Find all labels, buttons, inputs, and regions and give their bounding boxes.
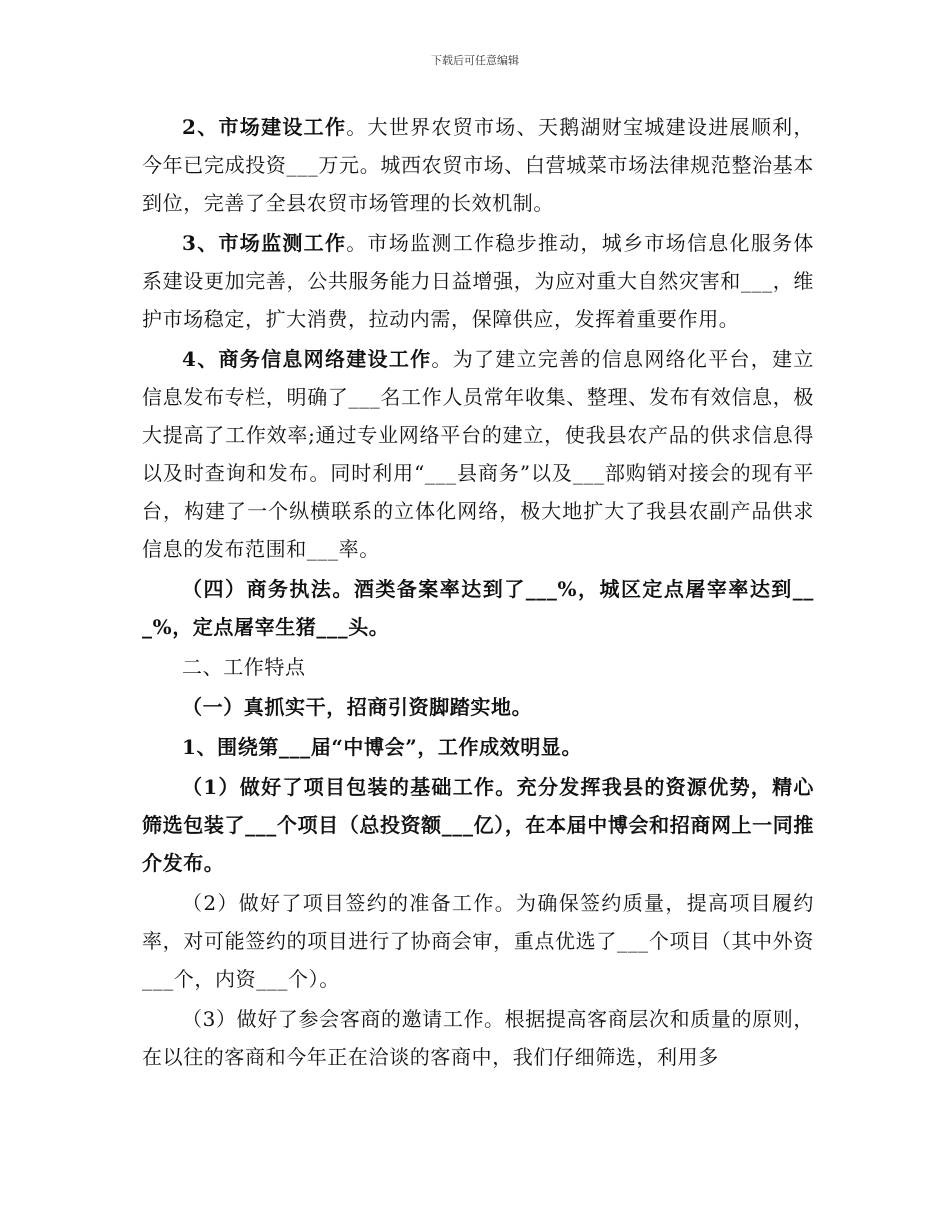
paragraph-info-network [142, 340, 814, 568]
paragraph-project-signing: （2）做好了项目签约的准备工作。为确保签约质量，提高项目履约率，对可能签约的项目进行了协商会审，重点优选了___个项目（其中外资___个，内资___个）。 [142, 891, 814, 991]
section-heading-work-features: 二、工作特点 [182, 655, 306, 679]
paragraph-text: 。大世界农贸市场、天鹅湖财宝城建设进展顺利，今年已完成投资___万元。城西农贸市场、白营城菜市场法律规范整治基本到位，完善了全县农贸市场管理的长效机制。 [142, 115, 815, 215]
paragraph-market-monitoring [142, 224, 814, 338]
page-header-note: 下载后可任意编辑 [431, 54, 519, 67]
item-heading-expo: 1、围绕第___届“中博会”，工作成效明显。 [182, 735, 583, 759]
paragraph-market-construction [142, 108, 814, 222]
document-body [142, 108, 814, 1076]
subsection-heading-investment: （一）真抓实干，招商引资脚踏实地。 [182, 695, 533, 719]
paragraph-lead: 4、商务信息网络建设工作 [182, 347, 432, 371]
paragraph-lead: 3、市场监测工作 [182, 231, 347, 255]
paragraph-merchant-invitation: （3）做好了参会客商的邀请工作。根据提高客商层次和质量的原则，在以往的客商和今年正在洽谈的客商中，我们仔细筛选，利用多 [142, 1007, 814, 1069]
paragraph-text: 。市场监测工作稳步推动，城乡市场信息化服务体系建设更加完善，公共服务能力日益增强，为应对重大自然灾害和___，维护市场稳定，扩大消费，拉动内需，保障供应，发挥着重要作用。 [142, 231, 815, 331]
paragraph-text: 。为了建立完善的信息网络化平台，建立信息发布专栏，明确了___名工作人员常年收集、整理、发布有效信息，极大提高了工作效率;通过专业网络平台的建立，使我县农产品的供求信息得以及时查询和发布。同时利用“___县商务”以及___部购销对接会的现有平台，构建了一个纵横联系的立体化网络，极大地扩大了我县农副产品供求信息的发布范围和___率。 [142, 347, 814, 561]
paragraph-project-packaging: （1）做好了项目包装的基础工作。充分发挥我县的资源优势，精心筛选包装了___个项目（总投资额___亿），在本届中博会和招商网上一同推介发布。 [142, 775, 814, 875]
paragraph-lead: 2、市场建设工作 [182, 115, 347, 139]
paragraph-commerce-enforcement: （四）商务执法。酒类备案率达到了___%，城区定点屠宰率达到___%，定点屠宰生猪___头。 [142, 577, 814, 639]
